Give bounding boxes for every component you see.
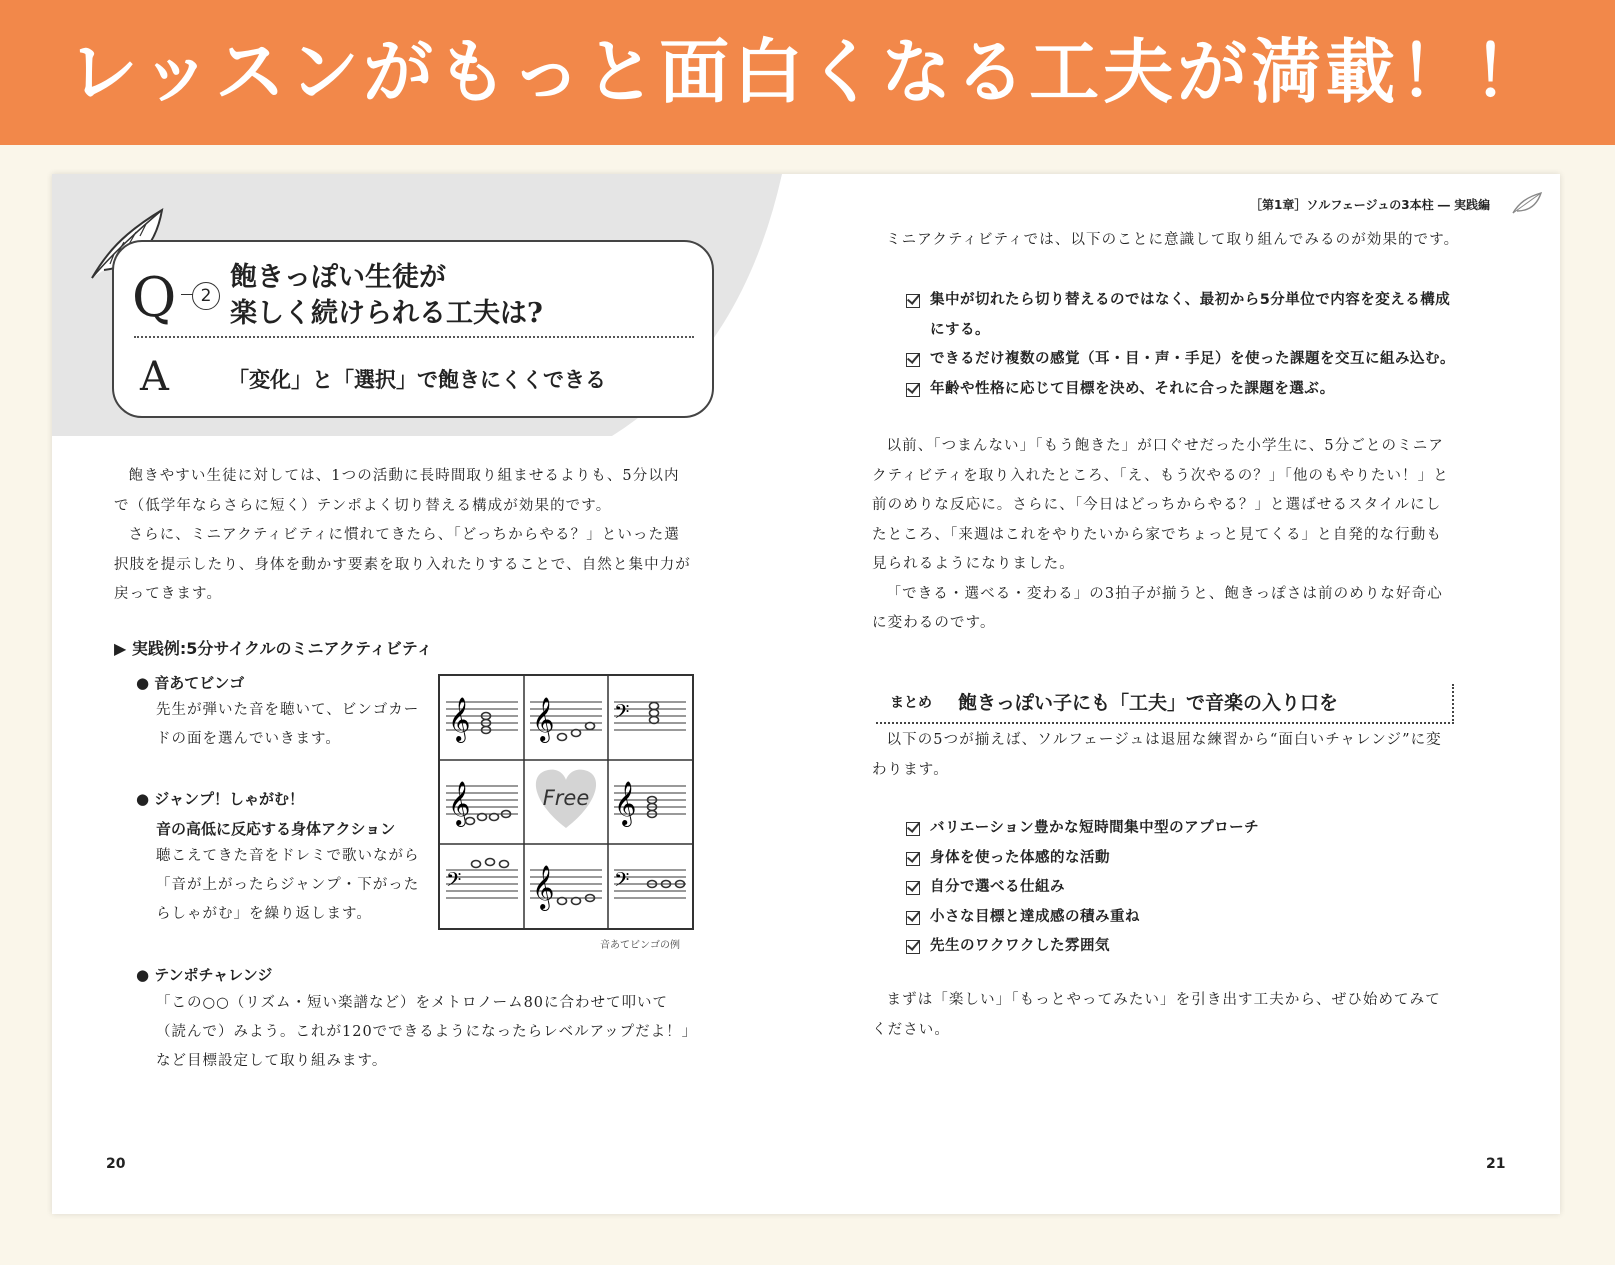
summary-heading — [876, 684, 1454, 724]
svg-text:𝄞: 𝄞 — [448, 781, 471, 825]
story-paragraph: 「できる・選べる・変わる」の3拍子が揃うと、飽きっぽさは前のめりな好奇心に変わるのです。 — [872, 585, 1443, 631]
question-number: 2 — [192, 282, 220, 310]
checklist-item: 身体を使った体感的な活動 — [906, 844, 1456, 874]
svg-text:𝄞: 𝄞 — [532, 697, 555, 741]
svg-text:𝄢: 𝄢 — [446, 868, 462, 896]
summary-intro-paragraph — [872, 726, 1452, 785]
checklist-item: 集中が切れたら切り替えるのではなく、最初から5分単位で内容を変える構成にする。 — [906, 286, 1456, 345]
question-box — [112, 240, 714, 418]
activity-body-jump: 聴こえてきた音をドレミで歌いながら「音が上がったらジャンプ・下がったらしゃがむ」を繰り返します。 — [156, 848, 420, 922]
checklist-item: できるだけ複数の感覚（耳・目・声・手足）を使った課題を交互に組み込む。 — [906, 345, 1456, 375]
activity-subtitle-jump: 音の高低に反応する身体アクション — [156, 820, 396, 838]
checkbox-icon — [906, 294, 920, 308]
checklist-item: 自分で選べる仕組み — [906, 873, 1456, 903]
checkbox-icon — [906, 911, 920, 925]
closing-text: まずは「楽しい」「もっとやってみたい」を引き出す工夫から、ぜひ始めてみてください。 — [872, 992, 1441, 1038]
bingo-free-label: Free — [542, 786, 590, 810]
story-paragraph: 以前、「つまんない」「もう飽きた」が口ぐせだった小学生に、5分ごとのミニアクティビティを取り入れたところ、「え、もう次やるの？」「他のもやりたい！」と前のめりな反応に。さらに、「今日はどっちからやる？」と選ばせるスタイルにしたところ、「来週はこれをやりたいから家でちょっと見てくる」と自発的な行動も見られるようになりました。 — [872, 438, 1449, 572]
checkbox-icon — [906, 852, 920, 866]
closing-paragraph — [872, 986, 1452, 1045]
checkbox-icon — [906, 822, 920, 836]
answer-text: 「変化」と「選択」で飽きにくくできる — [228, 368, 606, 392]
right-page — [806, 174, 1560, 1214]
story-paragraphs — [872, 432, 1452, 639]
checkbox-icon — [906, 940, 920, 954]
summary-text: 飽きっぽい子にも「工夫」で音楽の入り口を — [958, 692, 1339, 714]
page-number-right: 21 — [1486, 1156, 1506, 1172]
summary-side-line — [1452, 684, 1454, 724]
question-title-line1: 飽きっぽい生徒が — [230, 262, 446, 293]
summary-label: まとめ — [890, 695, 932, 711]
running-head: ［第1章］ソルフェージュの3本柱 ― 実践編 — [1250, 198, 1490, 212]
svg-text:𝄞: 𝄞 — [614, 781, 637, 825]
checklist-item: 年齢や性格に応じて目標を決め、それに合った課題を選ぶ。 — [906, 375, 1456, 405]
activity-body-tempo: 「この○○（リズム・短い楽譜など）をメトロノーム80に合わせて叩いて（読んで）みよう。これが120でできるようになったらレベルアップだよ！」など目標設定して取り組みます。 — [156, 995, 690, 1069]
activity-title-jump: ● ジャンプ！しゃがむ！ — [136, 790, 305, 808]
checkbox-icon — [906, 881, 920, 895]
bingo-caption: 音あてビンゴの例 — [600, 940, 680, 951]
question-title-line2: 楽しく続けられる工夫は? — [230, 298, 543, 329]
page-number-left: 20 — [106, 1156, 126, 1172]
bingo-grid — [440, 676, 692, 928]
intro-paragraphs — [114, 462, 694, 610]
question-letter: Q — [132, 266, 177, 329]
checkbox-icon — [906, 383, 920, 397]
checkbox-icon — [906, 353, 920, 367]
summary-underline — [876, 722, 1454, 724]
checklist-item: バリエーション豊かな短時間集中型のアプローチ — [906, 814, 1456, 844]
checklist-1 — [906, 286, 1456, 404]
intro-paragraph: 飽きやすい生徒に対しては、1つの活動に長時間取り組ませるよりも、5分以内で（低学年ならさらに短く）テンポよく切り替える構成が効果的です。 — [114, 468, 680, 514]
small-leaf-icon — [1510, 190, 1544, 216]
svg-text:𝄞: 𝄞 — [448, 697, 471, 741]
question-title — [230, 260, 543, 332]
section-heading: ▶ 実践例:5分サイクルのミニアクティビティ — [114, 639, 433, 658]
svg-text:𝄢: 𝄢 — [614, 700, 630, 728]
activity-title-tempo: ● テンポチャレンジ — [136, 966, 273, 984]
right-intro: ミニアクティビティでは、以下のことに意識して取り組んでみるのが効果的です。 — [886, 232, 1460, 248]
banner-title: レッスンがもっと面白くなる工夫が満載！！ — [67, 31, 1548, 113]
bingo-card — [438, 674, 694, 930]
answer-letter: A — [140, 354, 169, 400]
question-divider — [134, 336, 694, 338]
header-banner — [0, 0, 1615, 145]
book-spread — [52, 174, 1560, 1214]
checklist-2 — [906, 814, 1456, 962]
activity-body-bingo: 先生が弾いた音を聴いて、ビンゴカードの面を選んでいきます。 — [156, 702, 420, 747]
checklist-item: 小さな目標と達成感の積み重ね — [906, 903, 1456, 933]
activity-title-bingo: ● 音あてビンゴ — [136, 674, 245, 692]
checklist-item: 先生のワクワクした雰囲気 — [906, 932, 1456, 962]
svg-text:𝄞: 𝄞 — [532, 865, 555, 909]
left-page — [52, 174, 806, 1214]
intro-paragraph: さらに、ミニアクティビティに慣れてきたら、「どっちからやる？」といった選択肢を提示したり、身体を動かす要素を取り入れたりすることで、自然と集中力が戻ってきます。 — [114, 527, 691, 602]
summary-intro: 以下の5つが揃えば、ソルフェージュは退屈な練習から“面白いチャレンジ”に変わります。 — [872, 732, 1442, 778]
svg-text:𝄢: 𝄢 — [614, 868, 630, 896]
